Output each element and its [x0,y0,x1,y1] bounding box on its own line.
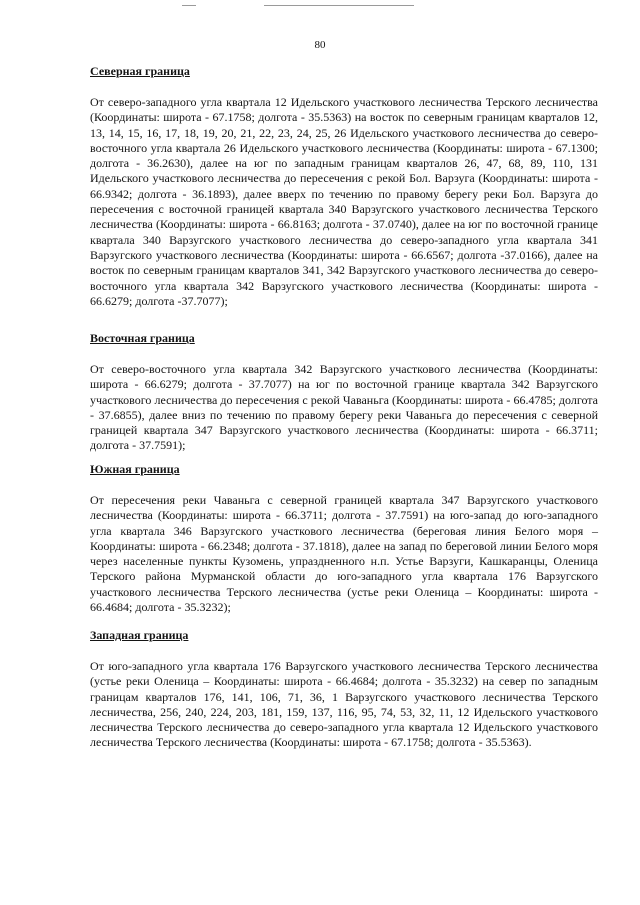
section-heading: Северная граница [90,64,190,78]
scan-edge-mark [264,5,414,6]
page-number: 80 [314,39,326,51]
section-eastern-boundary [90,331,598,454]
section-western-boundary [90,628,598,751]
section-southern-boundary [90,462,598,615]
section-heading: Западная граница [90,628,189,642]
section-paragraph: От юго-западного угла квартала 176 Варзугского участкового лесничества Терского лесничества (устье реки Оленица – Координаты: широта - 66.4684; долгота - 35.3232) на север по западным границам кварталов 176, 141, 106, 71, 36, 1 Варзугского участкового лесничества Терского лесничества, 256, 240, 224, 203, 181, 159, 137, 116, 95, 74, 53, 32, 11, 12 Идельского участкового лесничества Терского лесничества до северо-западного угла квартала 12 Идельского участкового лесничества Терского лесничества (Координаты: широта - 67.1758; долгота - 35.5363). [90,659,598,750]
section-paragraph: От северо-восточного угла квартала 342 Варзугского участкового лесничества (Координаты: широта - 66.6279; долгота - 37.7077) на юг по восточной границе квартала 342 Варзугского участкового лесничества до пересечения с рекой Чаваньга (Координаты: широта - 66.4785; долгота - 37.6855), далее вниз по течению по правому берегу реки Чаваньга до пересечения с северной границей квартала 347 Варзугского участкового лесничества (Координаты: широта - 66.3711; долгота - 37.7591); [90,362,598,453]
section-heading: Южная граница [90,462,180,476]
section-paragraph: От северо-западного угла квартала 12 Идельского участкового лесничества Терского лесничества (Координаты: широта - 67.1758; долгота - 35.5363) на восток по северным границам кварталов 12, 13, 14, 15, 16, 17, 18, 19, 20, 21, 22, 23, 24, 25, 26 Идельского участкового лесничества до северо-восточного угла квартала 26 Идельского участкового лесничества (Координаты: широта - 67.1300; долгота - 36.2630), далее на юг по западным границам кварталов 26, 47, 68, 89, 110, 131 Идельского участкового лесничества до пересечения с рекой Бол. Варзуга (Координаты: широта - 66.9342; долгота - 36.1893), далее вверх по течению по правому берегу реки Бол. Варзуга до пересечения с восточной границей квартала 340 Варзугского участкового лесничества Терского лесничества (Координаты: широта - 66.8163; долгота - 37.0740), далее на юг по восточной границе квартала 340 Варзугского участкового лесничества до северо-западного угла квартала 341 Варзугского участкового лесничества (Координаты: широта - 66.6567; долгота -37.0166), далее на восток по северным границам кварталов 341, 342 Варзугского участкового лесничества до северо-восточного угла квартала 342 Варзугского участкового лесничества (Координаты: широта - 66.6279; долгота -37.7077); [90,95,598,308]
section-heading: Восточная граница [90,331,195,345]
scan-edge-mark [182,5,196,6]
section-northern-boundary [90,64,598,309]
section-paragraph: От пересечения реки Чаваньга с северной границей квартала 347 Варзугского участкового лесничества (Координаты: широта - 66.3711; долгота - 37.7591) на юго-запад до юго-западного угла квартала 346 Варзугского участкового лесничества (береговая линия Белого моря – Координаты: широта - 66.2348; долгота - 37.1818), далее на запад по береговой линии Белого моря через населенные пункты Кузомень, упраздненного н.п. Устье Варзуги, Кашкаранцы, Оленица Терского района Мурманской области до юго-западного угла квартала 176 Варзугского участкового лесничества Терского лесничества (устье реки Оленица – Координаты: широта - 66.4684; долгота - 35.3232); [90,493,598,615]
